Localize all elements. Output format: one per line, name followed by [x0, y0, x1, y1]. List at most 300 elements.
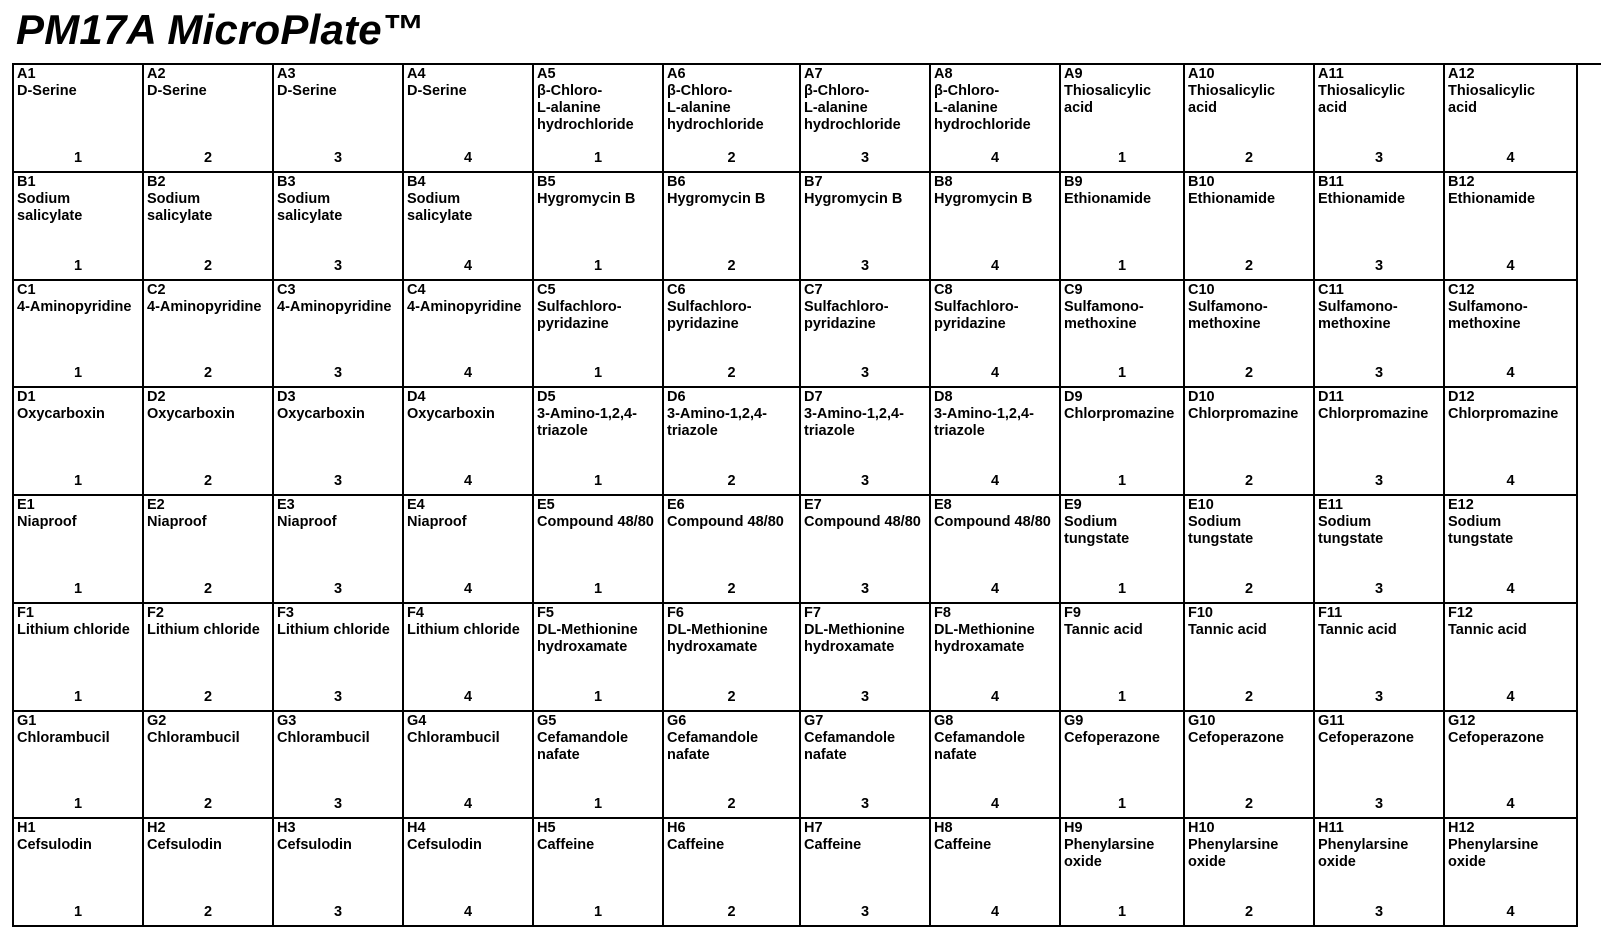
well-concentration-level: 3 — [333, 473, 343, 489]
well-id: B1 — [17, 173, 36, 190]
well-concentration-level: 1 — [1117, 904, 1127, 920]
well-cell — [1185, 65, 1315, 173]
well-compound-name: Cefoperazone — [1188, 729, 1284, 746]
well-id: G9 — [1064, 712, 1084, 729]
well-concentration-level: 2 — [1244, 580, 1254, 597]
well-compound-name: 4-Aminopyridine — [407, 298, 522, 315]
well-cell — [1445, 388, 1578, 496]
well-id: G2 — [147, 712, 167, 729]
well-cell — [1061, 604, 1185, 712]
well-id: C9 — [1064, 281, 1083, 298]
well-cell — [14, 712, 144, 820]
well-cell — [404, 712, 534, 820]
well-id: E8 — [934, 497, 952, 513]
well-cell — [931, 819, 1061, 927]
well-concentration-level: 4 — [990, 580, 1000, 597]
well-compound-name: Niaproof — [277, 514, 337, 530]
well-id: H7 — [804, 820, 823, 837]
well-id: F12 — [1448, 604, 1473, 621]
well-cell — [801, 281, 931, 389]
well-concentration-level: 1 — [73, 473, 83, 489]
well-concentration-level: 2 — [1244, 149, 1254, 166]
well-id: G3 — [277, 712, 297, 729]
well-id: A6 — [667, 66, 686, 82]
well-cell — [1185, 388, 1315, 496]
well-id: G6 — [667, 712, 687, 729]
well-cell — [1445, 281, 1578, 389]
well-compound-name: Tannic acid — [1318, 621, 1397, 638]
well-compound-name: Cefamandole nafate — [934, 729, 1026, 763]
well-compound-name: Cefamandole nafate — [804, 729, 896, 763]
well-id: A8 — [934, 66, 953, 82]
well-id: B6 — [667, 173, 686, 190]
well-cell — [1061, 819, 1185, 927]
well-id: F10 — [1188, 604, 1213, 621]
well-concentration-level: 1 — [1117, 796, 1127, 813]
well-concentration-level: 2 — [727, 149, 736, 166]
well-compound-name: Hygromycin B — [537, 190, 636, 207]
well-concentration-level: 3 — [860, 688, 870, 705]
well-id: G12 — [1448, 712, 1476, 729]
well-id: H9 — [1064, 820, 1083, 837]
well-concentration-level: 2 — [203, 688, 213, 705]
well-compound-name: Sodium tungstate — [1448, 514, 1514, 547]
well-compound-name: 3-Amino-1,2,4- triazole — [934, 406, 1034, 440]
well-cell — [14, 281, 144, 389]
well-compound-name: Tannic acid — [1448, 621, 1527, 638]
well-concentration-level: 2 — [1244, 688, 1254, 705]
well-concentration-level: 3 — [860, 473, 870, 489]
well-concentration-level: 2 — [1244, 473, 1254, 489]
well-compound-name: Compound 48/80 — [934, 514, 1051, 530]
well-cell — [14, 819, 144, 927]
well-id: F4 — [407, 604, 424, 621]
well-id: E7 — [804, 497, 822, 513]
well-concentration-level: 4 — [463, 904, 473, 920]
well-cell — [534, 604, 664, 712]
well-id: D9 — [1064, 389, 1083, 406]
well-cell — [1315, 65, 1445, 173]
well-cell — [801, 65, 931, 173]
well-cell — [404, 388, 534, 496]
well-concentration-level: 3 — [860, 365, 870, 382]
well-compound-name: Tannic acid — [1064, 621, 1143, 638]
well-id: G1 — [17, 712, 37, 729]
well-cell — [534, 496, 664, 604]
well-id: C8 — [934, 281, 953, 298]
well-id: A12 — [1448, 66, 1475, 82]
well-concentration-level: 1 — [73, 149, 83, 166]
well-compound-name: Compound 48/80 — [804, 514, 921, 530]
well-cell — [1315, 281, 1445, 389]
well-cell — [144, 819, 274, 927]
well-concentration-level: 2 — [203, 580, 213, 597]
well-compound-name: Cefoperazone — [1318, 729, 1414, 746]
well-concentration-level: 3 — [860, 149, 870, 166]
well-concentration-level: 1 — [593, 257, 603, 274]
well-cell — [1185, 819, 1315, 927]
well-cell — [931, 712, 1061, 820]
well-id: E10 — [1188, 497, 1214, 513]
well-compound-name: Phenylarsine oxide — [1448, 837, 1539, 871]
well-id: E4 — [407, 497, 425, 513]
well-concentration-level: 4 — [990, 473, 1000, 489]
well-compound-name: Sulfachloro- pyridazine — [934, 298, 1019, 332]
well-id: A4 — [407, 66, 426, 82]
well-cell — [14, 173, 144, 281]
well-compound-name: Chlorambucil — [407, 729, 500, 746]
well-id: C7 — [804, 281, 823, 298]
well-cell — [14, 65, 144, 173]
well-concentration-level: 3 — [333, 149, 343, 166]
well-cell — [1315, 173, 1445, 281]
well-concentration-level: 2 — [1244, 365, 1254, 382]
well-cell — [1445, 496, 1578, 604]
well-concentration-level: 2 — [727, 473, 736, 489]
well-concentration-level: 2 — [203, 796, 213, 813]
well-concentration-level: 4 — [990, 904, 1000, 920]
well-concentration-level: 2 — [1244, 257, 1254, 274]
well-concentration-level: 1 — [73, 904, 83, 920]
well-id: A1 — [17, 66, 36, 82]
well-compound-name: β-Chloro- L-alanine hydrochloride — [667, 83, 764, 133]
well-concentration-level: 2 — [1244, 904, 1254, 920]
well-concentration-level: 2 — [727, 257, 736, 274]
well-compound-name: Sodium salicylate — [147, 190, 213, 224]
well-cell — [931, 173, 1061, 281]
well-id: H4 — [407, 820, 426, 837]
well-compound-name: Chlorpromazine — [1188, 406, 1299, 423]
well-compound-name: Phenylarsine oxide — [1064, 837, 1155, 871]
well-concentration-level: 4 — [1506, 365, 1515, 382]
well-concentration-level: 4 — [990, 688, 1000, 705]
well-concentration-level: 2 — [203, 904, 213, 920]
well-compound-name: Niaproof — [147, 514, 207, 530]
well-compound-name: Hygromycin B — [934, 190, 1033, 207]
well-compound-name: Cefsulodin — [147, 837, 222, 854]
well-compound-name: D-Serine — [407, 83, 467, 99]
well-concentration-level: 1 — [593, 688, 603, 705]
well-cell — [1061, 173, 1185, 281]
well-compound-name: Sulfachloro- pyridazine — [537, 298, 622, 332]
well-concentration-level: 3 — [1374, 904, 1384, 920]
well-concentration-level: 4 — [463, 365, 473, 382]
well-compound-name: Sulfamono- methoxine — [1448, 298, 1528, 332]
well-compound-name: Sulfachloro- pyridazine — [804, 298, 889, 332]
well-cell — [801, 496, 931, 604]
well-cell — [1185, 281, 1315, 389]
page-title: PM17A MicroPlate™ — [16, 6, 424, 53]
well-concentration-level: 4 — [463, 796, 473, 813]
well-id: B9 — [1064, 173, 1083, 190]
well-concentration-level: 1 — [593, 149, 603, 166]
well-compound-name: Sodium salicylate — [407, 190, 473, 224]
well-cell — [1445, 819, 1578, 927]
well-cell — [664, 65, 801, 173]
well-compound-name: Cefamandole nafate — [667, 729, 759, 763]
well-cell — [801, 604, 931, 712]
well-id: A10 — [1188, 66, 1215, 82]
well-cell — [404, 604, 534, 712]
well-id: F1 — [17, 604, 34, 621]
well-id: B7 — [804, 173, 823, 190]
microplate-grid — [12, 63, 1601, 927]
well-cell — [1061, 496, 1185, 604]
well-compound-name: Cefsulodin — [277, 837, 352, 854]
well-compound-name: Cefoperazone — [1064, 729, 1160, 746]
well-compound-name: DL-Methionine hydroxamate — [934, 621, 1035, 655]
well-compound-name: Sodium tungstate — [1064, 514, 1130, 547]
well-compound-name: Chlorambucil — [17, 729, 110, 746]
well-id: F9 — [1064, 604, 1081, 621]
well-compound-name: β-Chloro- L-alanine hydrochloride — [934, 83, 1031, 133]
well-concentration-level: 1 — [593, 904, 603, 920]
well-id: H2 — [147, 820, 166, 837]
well-id: F11 — [1318, 604, 1343, 621]
well-concentration-level: 3 — [333, 580, 343, 597]
well-concentration-level: 2 — [203, 149, 213, 166]
well-compound-name: Oxycarboxin — [147, 406, 235, 423]
well-cell — [664, 281, 801, 389]
well-compound-name: Hygromycin B — [667, 190, 766, 207]
well-id: C4 — [407, 281, 426, 298]
well-compound-name: Hygromycin B — [804, 190, 903, 207]
well-concentration-level: 3 — [860, 796, 870, 813]
well-concentration-level: 4 — [463, 149, 473, 166]
well-cell — [534, 173, 664, 281]
well-cell — [274, 388, 404, 496]
well-compound-name: 3-Amino-1,2,4- triazole — [537, 406, 637, 440]
well-cell — [274, 281, 404, 389]
well-id: D4 — [407, 389, 426, 406]
well-compound-name: Sodium tungstate — [1318, 514, 1384, 547]
well-compound-name: Caffeine — [934, 837, 992, 854]
well-cell — [144, 388, 274, 496]
well-cell — [931, 496, 1061, 604]
well-cell — [534, 712, 664, 820]
well-concentration-level: 4 — [990, 257, 1000, 274]
well-cell — [664, 496, 801, 604]
well-compound-name: Niaproof — [17, 514, 77, 530]
well-id: A9 — [1064, 66, 1083, 82]
well-cell — [534, 281, 664, 389]
well-compound-name: Sodium tungstate — [1188, 514, 1254, 547]
well-cell — [664, 604, 801, 712]
well-concentration-level: 3 — [1374, 796, 1384, 813]
well-id: B3 — [277, 173, 296, 190]
well-cell — [1315, 819, 1445, 927]
well-concentration-level: 3 — [1374, 365, 1384, 382]
well-id: H10 — [1188, 820, 1215, 837]
well-cell — [1315, 496, 1445, 604]
well-id: G8 — [934, 712, 954, 729]
well-concentration-level: 4 — [463, 688, 473, 705]
well-compound-name: Compound 48/80 — [537, 514, 654, 530]
well-id: D12 — [1448, 389, 1475, 406]
well-concentration-level: 2 — [727, 796, 736, 813]
well-id: C5 — [537, 281, 556, 298]
well-compound-name: Oxycarboxin — [407, 406, 495, 423]
well-concentration-level: 2 — [727, 365, 736, 382]
well-compound-name: Compound 48/80 — [667, 514, 784, 530]
well-id: F3 — [277, 604, 294, 621]
well-concentration-level: 2 — [1244, 796, 1254, 813]
well-compound-name: Ethionamide — [1448, 190, 1536, 207]
well-cell — [274, 65, 404, 173]
well-concentration-level: 3 — [860, 257, 870, 274]
well-id: G11 — [1318, 712, 1345, 729]
well-cell — [1185, 712, 1315, 820]
well-cell — [1315, 388, 1445, 496]
well-cell — [274, 819, 404, 927]
well-id: C10 — [1188, 281, 1215, 298]
well-concentration-level: 4 — [463, 580, 473, 597]
well-compound-name: Lithium chloride — [277, 621, 390, 638]
well-concentration-level: 3 — [1374, 149, 1384, 166]
well-id: B12 — [1448, 173, 1475, 190]
well-cell — [801, 173, 931, 281]
well-id: B10 — [1188, 173, 1215, 190]
well-concentration-level: 1 — [73, 257, 83, 274]
well-cell — [14, 496, 144, 604]
well-concentration-level: 1 — [73, 688, 83, 705]
well-cell — [144, 712, 274, 820]
well-cell — [1445, 712, 1578, 820]
well-concentration-level: 1 — [1117, 149, 1127, 166]
well-cell — [664, 819, 801, 927]
well-compound-name: Thiosalicylic acid — [1188, 83, 1276, 116]
well-cell — [404, 65, 534, 173]
well-compound-name: Ethionamide — [1318, 190, 1406, 207]
well-compound-name: Phenylarsine oxide — [1188, 837, 1279, 871]
well-cell — [14, 388, 144, 496]
well-id: G4 — [407, 712, 427, 729]
well-compound-name: Thiosalicylic acid — [1064, 83, 1152, 116]
well-compound-name: Chlorpromazine — [1064, 406, 1175, 423]
well-id: A3 — [277, 66, 296, 82]
well-concentration-level: 3 — [1374, 688, 1384, 705]
well-concentration-level: 1 — [593, 473, 603, 489]
well-cell — [1061, 281, 1185, 389]
well-compound-name: Tannic acid — [1188, 621, 1267, 638]
well-cell — [404, 281, 534, 389]
well-concentration-level: 3 — [333, 257, 343, 274]
well-concentration-level: 1 — [593, 365, 603, 382]
well-id: C12 — [1448, 281, 1475, 298]
well-cell — [801, 819, 931, 927]
well-compound-name: D-Serine — [17, 83, 77, 99]
well-compound-name: Thiosalicylic acid — [1448, 83, 1536, 116]
well-concentration-level: 2 — [727, 580, 736, 597]
well-compound-name: Sulfamono- methoxine — [1064, 298, 1144, 332]
well-cell — [664, 388, 801, 496]
well-id: C3 — [277, 281, 296, 298]
well-id: D5 — [537, 389, 556, 406]
well-cell — [274, 173, 404, 281]
well-cell — [144, 65, 274, 173]
well-compound-name: Thiosalicylic acid — [1318, 83, 1406, 116]
well-compound-name: β-Chloro- L-alanine hydrochloride — [537, 83, 634, 133]
well-id: D3 — [277, 389, 296, 406]
well-compound-name: Cefsulodin — [407, 837, 482, 854]
well-cell — [1185, 496, 1315, 604]
well-cell — [664, 173, 801, 281]
well-id: F5 — [537, 604, 554, 621]
well-concentration-level: 4 — [1506, 149, 1515, 166]
well-concentration-level: 4 — [1506, 688, 1515, 705]
well-concentration-level: 2 — [727, 688, 736, 705]
well-compound-name: D-Serine — [147, 83, 207, 99]
well-cell — [1315, 604, 1445, 712]
well-compound-name: Sulfamono- methoxine — [1318, 298, 1398, 332]
well-cell — [534, 819, 664, 927]
well-compound-name: Caffeine — [667, 837, 725, 854]
well-concentration-level: 4 — [990, 365, 1000, 382]
well-compound-name: β-Chloro- L-alanine hydrochloride — [804, 83, 901, 133]
well-concentration-level: 4 — [1506, 796, 1515, 813]
well-id: E6 — [667, 497, 685, 513]
well-id: A5 — [537, 66, 556, 82]
well-concentration-level: 3 — [333, 796, 343, 813]
well-id: D10 — [1188, 389, 1215, 406]
well-concentration-level: 4 — [1506, 473, 1515, 489]
well-concentration-level: 3 — [860, 904, 870, 920]
well-cell — [404, 496, 534, 604]
well-id: E11 — [1318, 497, 1343, 513]
well-id: E1 — [17, 497, 35, 513]
well-compound-name: Sodium salicylate — [277, 190, 343, 224]
well-compound-name: DL-Methionine hydroxamate — [804, 621, 905, 655]
well-concentration-level: 1 — [1117, 473, 1127, 489]
well-compound-name: Caffeine — [804, 837, 862, 854]
well-id: C11 — [1318, 281, 1344, 298]
well-concentration-level: 4 — [1506, 580, 1515, 597]
well-id: B8 — [934, 173, 953, 190]
well-id: D7 — [804, 389, 823, 406]
well-compound-name: Oxycarboxin — [17, 406, 105, 423]
well-cell — [1185, 173, 1315, 281]
well-concentration-level: 3 — [1374, 473, 1384, 489]
well-compound-name: DL-Methionine hydroxamate — [667, 621, 768, 655]
well-id: B11 — [1318, 173, 1344, 190]
well-id: G5 — [537, 712, 557, 729]
well-id: A2 — [147, 66, 166, 82]
well-compound-name: Lithium chloride — [17, 621, 130, 638]
well-cell — [144, 604, 274, 712]
well-compound-name: Niaproof — [407, 514, 467, 530]
well-compound-name: Sulfamono- methoxine — [1188, 298, 1268, 332]
well-id: F6 — [667, 604, 684, 621]
well-id: F2 — [147, 604, 164, 621]
well-cell — [534, 65, 664, 173]
well-cell — [274, 604, 404, 712]
well-compound-name: DL-Methionine hydroxamate — [537, 621, 638, 655]
well-concentration-level: 1 — [73, 365, 83, 382]
well-id: F8 — [934, 604, 951, 621]
well-compound-name: Chlorambucil — [277, 729, 370, 746]
well-concentration-level: 1 — [593, 580, 603, 597]
well-id: H12 — [1448, 820, 1475, 837]
well-compound-name: Cefsulodin — [17, 837, 92, 854]
well-compound-name: Chlorambucil — [147, 729, 240, 746]
well-cell — [144, 281, 274, 389]
well-concentration-level: 1 — [73, 796, 83, 813]
well-cell — [801, 388, 931, 496]
well-compound-name: 3-Amino-1,2,4- triazole — [804, 406, 904, 440]
well-id: E9 — [1064, 497, 1082, 513]
well-cell — [931, 65, 1061, 173]
well-id: C2 — [147, 281, 166, 298]
